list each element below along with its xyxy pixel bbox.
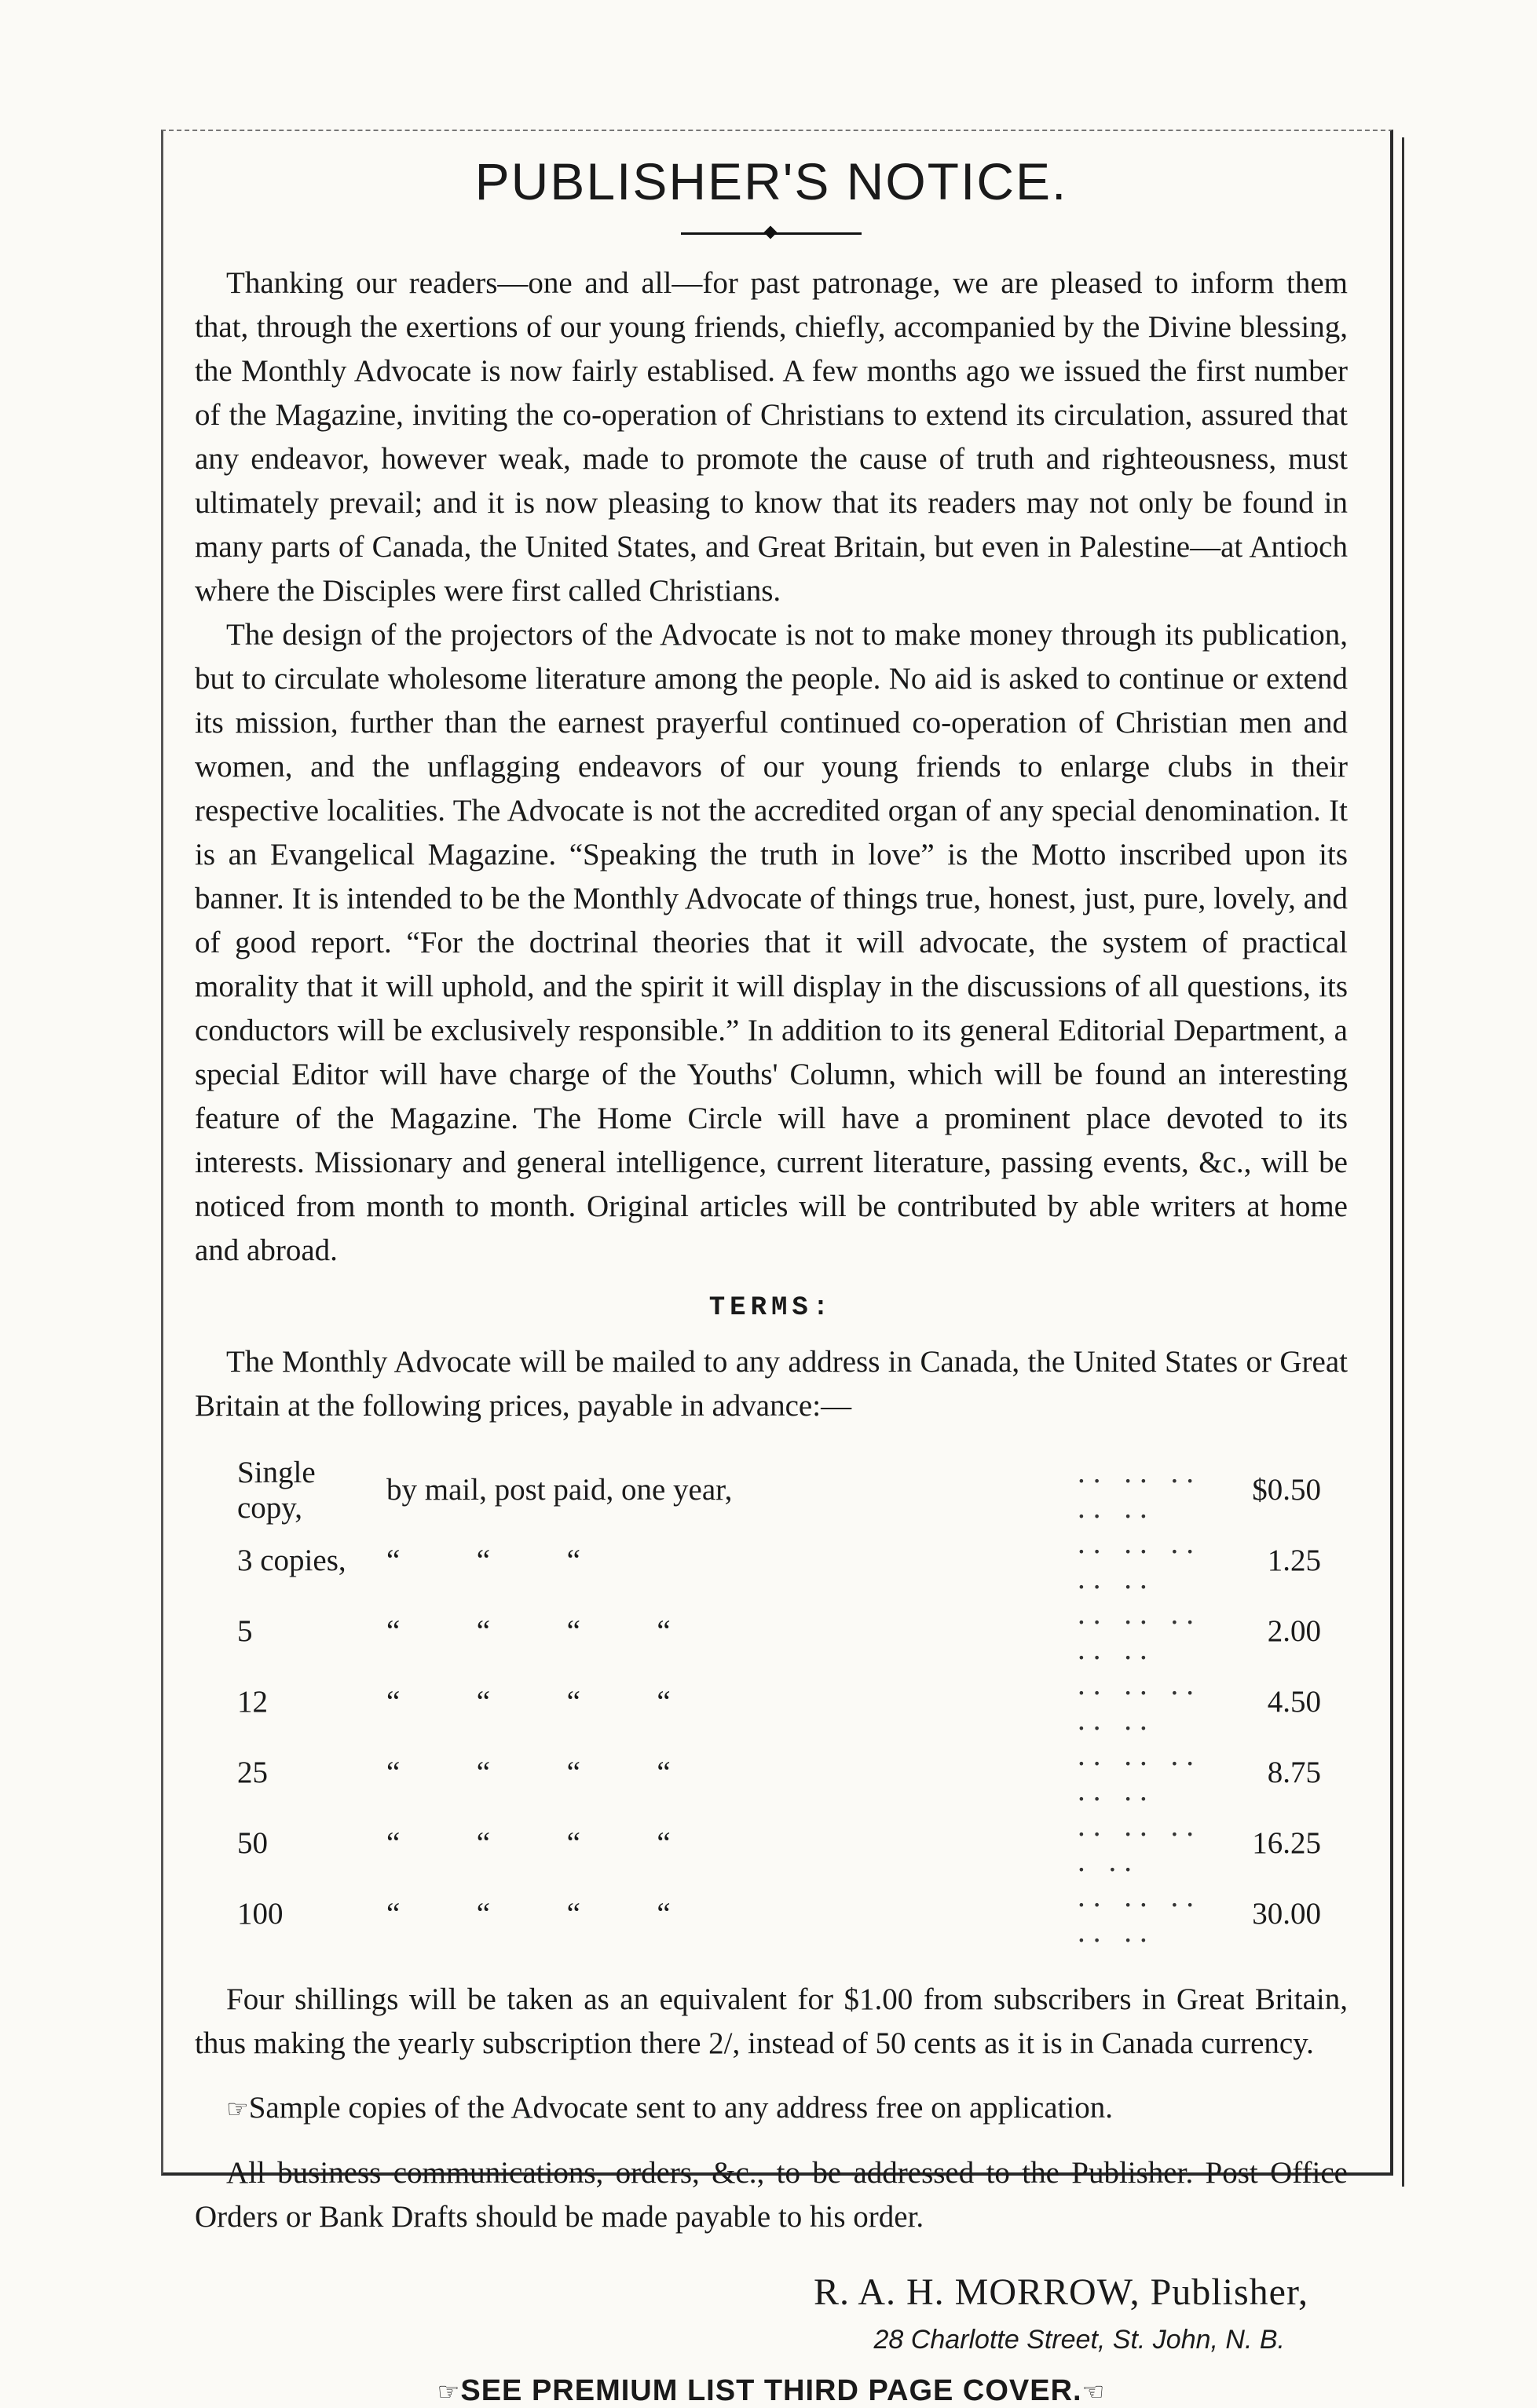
- notice-content: [195, 153, 1348, 2408]
- price-description: “ “ “ “: [386, 1614, 671, 1649]
- price-leader: .. .. .. . ..: [1078, 1808, 1202, 1878]
- price-table: [237, 1455, 1321, 1949]
- price-value: 2.00: [1267, 1614, 1321, 1649]
- price-row: [237, 1737, 1321, 1808]
- price-description: “ “ “ “: [386, 1756, 671, 1790]
- sample-note: ☞Sample copies of the Advocate sent to any address free on application.: [226, 2090, 1114, 2125]
- price-description: by mail, post paid, one year,: [386, 1473, 733, 1507]
- pointing-hand-icon: ☞: [226, 2094, 249, 2123]
- price-quantity: 50: [237, 1826, 268, 1861]
- price-value: $0.50: [1252, 1473, 1321, 1507]
- price-description: “ “ “ “: [386, 1685, 671, 1719]
- price-value: 16.25: [1252, 1826, 1321, 1861]
- publisher-signature: R. A. H. MORROW, Publisher,: [813, 2271, 1308, 2313]
- price-leader: .. .. .. .. ..: [1078, 1596, 1202, 1666]
- price-leader: .. .. .. .. ..: [1078, 1879, 1202, 1949]
- pointing-hand-icon: ☞: [437, 2377, 461, 2406]
- terms-heading: TERMS:: [708, 1292, 834, 1323]
- shillings-note: Four shillings will be taken as an equivalent for $1.00 from subscribers in Great Britain, thus making the yearly subscription there 2/, instead of 50 cents as it is in Canada currency.: [195, 1982, 1348, 2060]
- price-leader: .. .. .. .. ..: [1078, 1737, 1202, 1807]
- price-value: 30.00: [1252, 1897, 1321, 1931]
- price-leader: .. .. .. .. ..: [1078, 1667, 1202, 1737]
- pointing-hand-left-icon: ☜: [1081, 2377, 1106, 2406]
- price-description: “ “ “ “: [386, 1826, 671, 1861]
- notice-paragraph-1: Thanking our readers—one and all—for past patronage, we are pleased to inform them that, through the exertions of our young friends, chiefly, accompanied by the Divine blessing, the Monthly Advocate is now fairly establised. A few months ago we issued the first number of the Magazine, inviting the co-operation of Christians to extend its circulation, assured that any endeavor, however weak, made to promote the cause of truth and righteousness, must ultimately prevail; and it is now pleasing to know that its readers may not only be found in many parts of Canada, the United States, and Great Britain, but even in Palestine—at Antioch where the Disciples were first called Christians.: [195, 265, 1348, 608]
- price-row: [237, 1455, 1321, 1526]
- price-quantity: 25: [237, 1756, 268, 1790]
- price-leader: .. .. .. .. ..: [1078, 1455, 1202, 1525]
- price-row: [237, 1596, 1321, 1667]
- terms-intro: The Monthly Advocate will be mailed to any address in Canada, the United States or Great Britain at the following prices, payable in advance:—: [195, 1344, 1348, 1423]
- price-value: 1.25: [1267, 1544, 1321, 1578]
- price-row: [237, 1808, 1321, 1879]
- price-row: [237, 1879, 1321, 1949]
- price-row: [237, 1526, 1321, 1596]
- price-description: “ “ “ “: [386, 1897, 671, 1931]
- price-quantity: Single copy,: [237, 1455, 316, 1525]
- premium-notice: ☞SEE PREMIUM LIST THIRD PAGE COVER.☜: [437, 2373, 1106, 2407]
- price-quantity: 3 copies,: [237, 1544, 346, 1578]
- title-divider: [681, 232, 862, 235]
- notice-paragraph-2: The design of the projectors of the Advocate is not to make money through its publication, but to circulate wholesome literature among the people. No aid is asked to continue or extend its mission, further than the earnest prayerful continued co-operation of Christian men and women, and the unflagging endeavors of our young friends to enlarge clubs in their respective localities. The Advocate is not the accredited organ of any special denomination. It is an Evangelical Magazine. “Speaking the truth in love” is the Motto inscribed upon its banner. It is intended to be the Monthly Advocate of things true, honest, just, pure, lovely, and of good report. “For the doctrinal theories that it will advocate, the system of practical morality that it will uphold, and the spirit it will display in the discussions of all questions, its conductors will be exclusively responsible.” In addition to its general Editorial Department, a special Editor will have charge of the Youths' Column, which will be found an interesting feature of the Magazine. The Home Circle will have a prominent place devoted to its interests. Missionary and general intelligence, current literature, passing events, &c., will be noticed from month to month. Original articles will be contributed by able writers at home and abroad.: [195, 617, 1348, 1267]
- price-description: “ “ “: [386, 1544, 580, 1578]
- publisher-address: 28 Charlotte Street, St. John, N. B.: [873, 2324, 1285, 2355]
- price-quantity: 5: [237, 1614, 253, 1649]
- business-note: All business communications, orders, &c., to be addressed to the Publisher. Post Office Orders or Bank Drafts should be made payable to his order.: [195, 2155, 1348, 2234]
- price-value: 8.75: [1267, 1756, 1321, 1790]
- price-quantity: 100: [237, 1897, 284, 1931]
- price-row: [237, 1667, 1321, 1737]
- price-quantity: 12: [237, 1685, 268, 1719]
- price-leader: .. .. .. .. ..: [1078, 1526, 1202, 1595]
- price-value: 4.50: [1267, 1685, 1321, 1719]
- page-title: PUBLISHER'S NOTICE.: [474, 152, 1068, 210]
